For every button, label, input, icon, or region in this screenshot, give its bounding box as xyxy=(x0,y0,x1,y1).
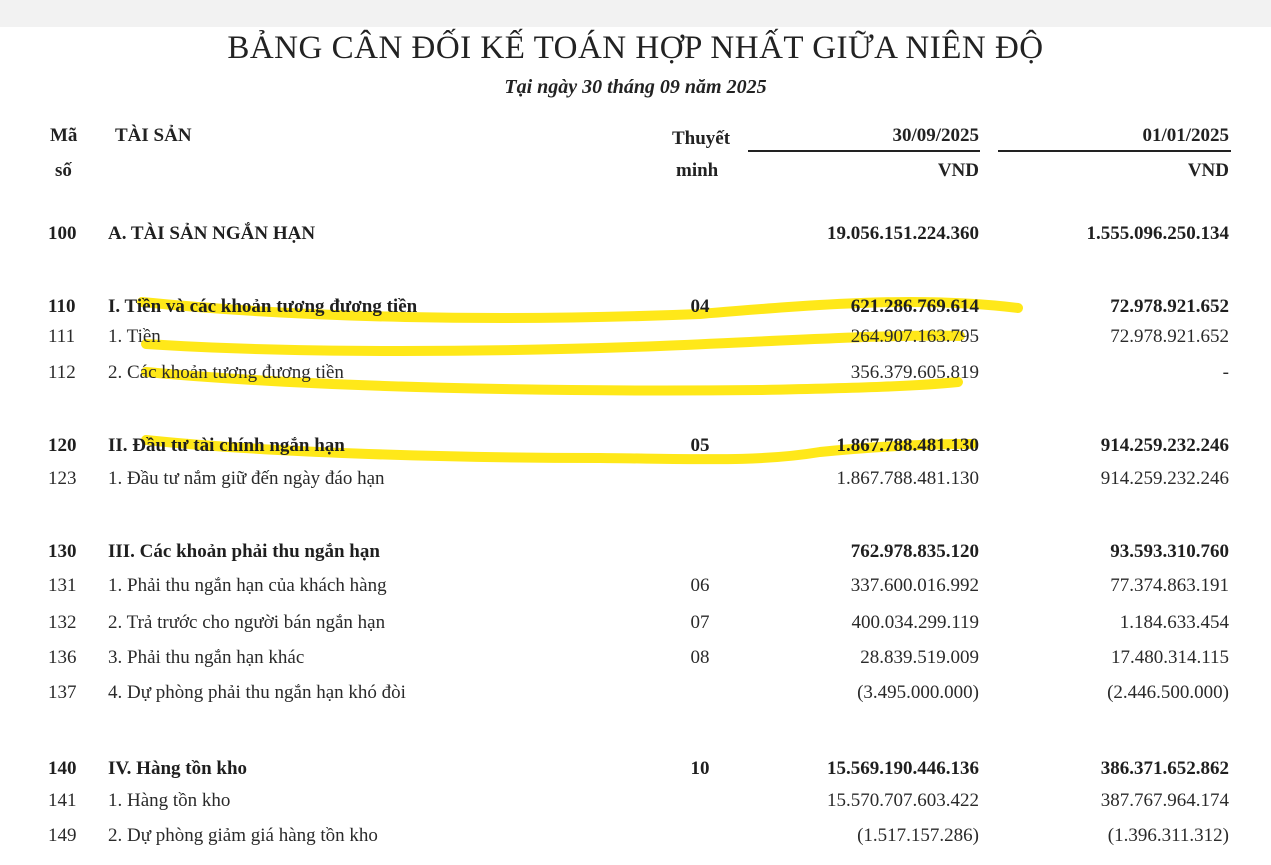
row-value-current: 356.379.605.819 xyxy=(850,362,979,383)
row-note: 08 xyxy=(690,647,710,668)
row-value-current: (1.517.157.286) xyxy=(857,825,979,846)
table-row xyxy=(0,223,1271,253)
row-note: 05 xyxy=(690,435,710,456)
document-title: BẢNG CÂN ĐỐI KẾ TOÁN HỢP NHẤT GIỮA NIÊN ĐỘ xyxy=(227,30,1044,66)
row-value-prior: 72.978.921.652 xyxy=(1110,326,1229,347)
row-value-current: 762.978.835.120 xyxy=(850,541,979,562)
table-row xyxy=(0,647,1271,677)
table-row xyxy=(0,825,1271,855)
table-row xyxy=(0,612,1271,642)
row-value-prior: (1.396.311.312) xyxy=(1107,825,1229,846)
top-bar xyxy=(0,0,1271,27)
table-row xyxy=(0,362,1271,392)
row-label: 1. Phải thu ngắn hạn của khách hàng xyxy=(108,575,387,596)
row-label: IV. Hàng tồn kho xyxy=(108,758,248,779)
row-value-prior: - xyxy=(1222,362,1229,383)
document-subtitle: Tại ngày 30 tháng 09 năm 2025 xyxy=(504,76,767,98)
header-rule-1 xyxy=(748,150,980,152)
header-date-2: 01/01/2025 xyxy=(1142,125,1229,146)
row-code: 111 xyxy=(48,326,76,347)
header-date-1: 30/09/2025 xyxy=(892,125,979,146)
row-label: 1. Tiền xyxy=(108,326,161,347)
row-code: 131 xyxy=(48,575,77,596)
row-note: 10 xyxy=(690,758,710,779)
row-code: 136 xyxy=(48,647,77,668)
row-label: 1. Đầu tư nắm giữ đến ngày đáo hạn xyxy=(108,468,385,489)
row-label: 4. Dự phòng phải thu ngắn hạn khó đòi xyxy=(108,682,406,703)
row-value-current: 1.867.788.481.130 xyxy=(836,435,979,456)
row-code: 140 xyxy=(48,758,77,779)
row-label: III. Các khoản phải thu ngắn hạn xyxy=(108,541,380,562)
table-row xyxy=(0,541,1271,571)
row-value-current: 28.839.519.009 xyxy=(860,647,979,668)
row-code: 141 xyxy=(48,790,77,811)
row-label: 2. Dự phòng giảm giá hàng tồn kho xyxy=(108,825,378,846)
table-row xyxy=(0,326,1271,356)
table-row xyxy=(0,435,1271,465)
header-rule-2 xyxy=(998,150,1231,152)
table-row xyxy=(0,296,1271,326)
row-label: 1. Hàng tồn kho xyxy=(108,790,231,811)
row-note: 07 xyxy=(690,612,710,633)
row-code: 120 xyxy=(48,435,77,456)
row-value-current: 400.034.299.119 xyxy=(851,612,979,633)
row-label: 2. Các khoản tương đương tiền xyxy=(108,362,344,383)
row-value-prior: 1.555.096.250.134 xyxy=(1086,223,1229,244)
table-row xyxy=(0,575,1271,605)
row-value-current: (3.495.000.000) xyxy=(857,682,979,703)
row-value-prior: 93.593.310.760 xyxy=(1110,541,1229,562)
row-note: 06 xyxy=(690,575,710,596)
table-row xyxy=(0,758,1271,788)
row-value-prior: 914.259.232.246 xyxy=(1100,435,1229,456)
row-note: 04 xyxy=(690,296,710,317)
row-value-current: 264.907.163.795 xyxy=(850,326,979,347)
table-row xyxy=(0,790,1271,820)
row-code: 100 xyxy=(48,223,77,244)
row-code: 149 xyxy=(48,825,77,846)
row-label: II. Đầu tư tài chính ngắn hạn xyxy=(108,435,345,456)
header-so: số xyxy=(55,160,72,181)
header-unit-1: VND xyxy=(937,160,979,181)
row-value-prior: 914.259.232.246 xyxy=(1100,468,1229,489)
header-unit-2: VND xyxy=(1187,160,1229,181)
row-value-current: 1.867.788.481.130 xyxy=(836,468,979,489)
row-code: 137 xyxy=(48,682,77,703)
row-label: I. Tiền và các khoản tương đương tiền xyxy=(108,296,418,317)
row-value-current: 15.569.190.446.136 xyxy=(827,758,979,779)
header-minh: minh xyxy=(676,160,719,181)
row-code: 130 xyxy=(48,541,77,562)
row-value-current: 621.286.769.614 xyxy=(850,296,979,317)
row-code: 112 xyxy=(48,362,76,383)
row-label: A. TÀI SẢN NGẮN HẠN xyxy=(108,223,316,244)
header-thuyet: Thuyết xyxy=(672,128,731,149)
row-value-prior: 386.371.652.862 xyxy=(1100,758,1229,779)
row-label: 3. Phải thu ngắn hạn khác xyxy=(108,647,305,668)
row-value-prior: 387.767.964.174 xyxy=(1100,790,1229,811)
row-code: 123 xyxy=(48,468,77,489)
row-value-prior: 1.184.633.454 xyxy=(1119,612,1229,633)
header-ma: Mã xyxy=(50,125,78,146)
row-label: 2. Trả trước cho người bán ngắn hạn xyxy=(108,612,386,633)
table-row xyxy=(0,468,1271,498)
row-value-current: 15.570.707.603.422 xyxy=(827,790,979,811)
row-value-prior: 77.374.863.191 xyxy=(1110,575,1229,596)
row-value-current: 19.056.151.224.360 xyxy=(827,223,979,244)
row-value-prior: (2.446.500.000) xyxy=(1107,682,1229,703)
row-code: 132 xyxy=(48,612,77,633)
row-code: 110 xyxy=(48,296,76,317)
row-value-current: 337.600.016.992 xyxy=(850,575,979,596)
row-value-prior: 17.480.314.115 xyxy=(1110,647,1229,668)
row-value-prior: 72.978.921.652 xyxy=(1110,296,1229,317)
header-tai-san: TÀI SẢN xyxy=(115,125,192,146)
table-row xyxy=(0,682,1271,712)
